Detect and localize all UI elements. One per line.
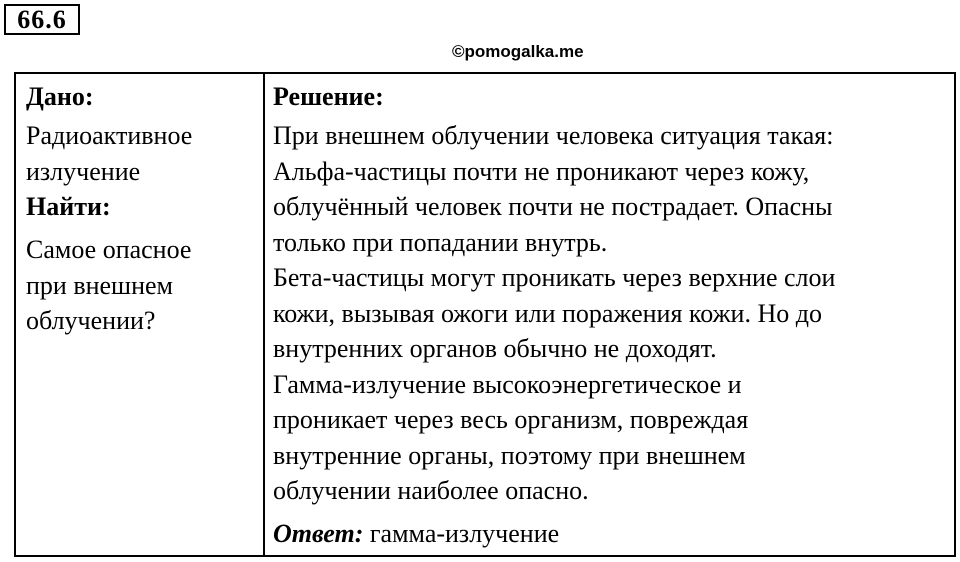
watermark: ©pomogalka.me bbox=[452, 42, 584, 61]
find-heading: Найти: bbox=[26, 192, 111, 221]
solution-line: внутренние органы, поэтому при внешнем bbox=[273, 440, 746, 470]
find-line: облучении? bbox=[26, 306, 156, 335]
solution-line: Бета-частицы могут проникать через верхние слои bbox=[273, 263, 836, 292]
given-heading: Дано: bbox=[26, 82, 94, 111]
find-line: при внешнем bbox=[26, 270, 173, 300]
solution-line: проникает через весь организм, повреждая bbox=[273, 405, 749, 434]
find-line: Самое опасное bbox=[26, 235, 192, 264]
solution-line: Альфа-частицы почти не проникают через кожу, bbox=[273, 156, 810, 186]
problem-number: 66.6 bbox=[4, 4, 80, 35]
solution-line: облучённый человек почти не пострадает. Опасны bbox=[273, 192, 833, 221]
given-line: Радиоактивное bbox=[26, 121, 193, 150]
solution-line: внутренних органов обычно не доходят. bbox=[273, 334, 717, 363]
solution-line: только при попадании внутрь. bbox=[273, 227, 608, 257]
column-divider bbox=[263, 74, 265, 555]
find-text bbox=[26, 232, 256, 339]
solution-table bbox=[14, 72, 956, 557]
answer-label: Ответ: bbox=[273, 518, 364, 548]
solution-line: кожи, вызывая ожоги или поражения кожи. Но до bbox=[273, 298, 822, 328]
answer-line bbox=[273, 517, 953, 551]
solution-text bbox=[273, 118, 953, 509]
given-text bbox=[26, 118, 256, 189]
solution-line: Гамма-излучение высокоэнергетическое и bbox=[273, 369, 742, 399]
given-column bbox=[26, 80, 256, 339]
solution-heading: Решение: bbox=[273, 82, 384, 111]
solution-line: облучении наиболее опасно. bbox=[273, 476, 589, 505]
answer-value: гамма-излучение bbox=[369, 518, 560, 548]
given-line: излучение bbox=[26, 156, 141, 186]
solution-column bbox=[273, 80, 953, 551]
solution-line: При внешнем облучении человека ситуация такая: bbox=[273, 121, 834, 150]
